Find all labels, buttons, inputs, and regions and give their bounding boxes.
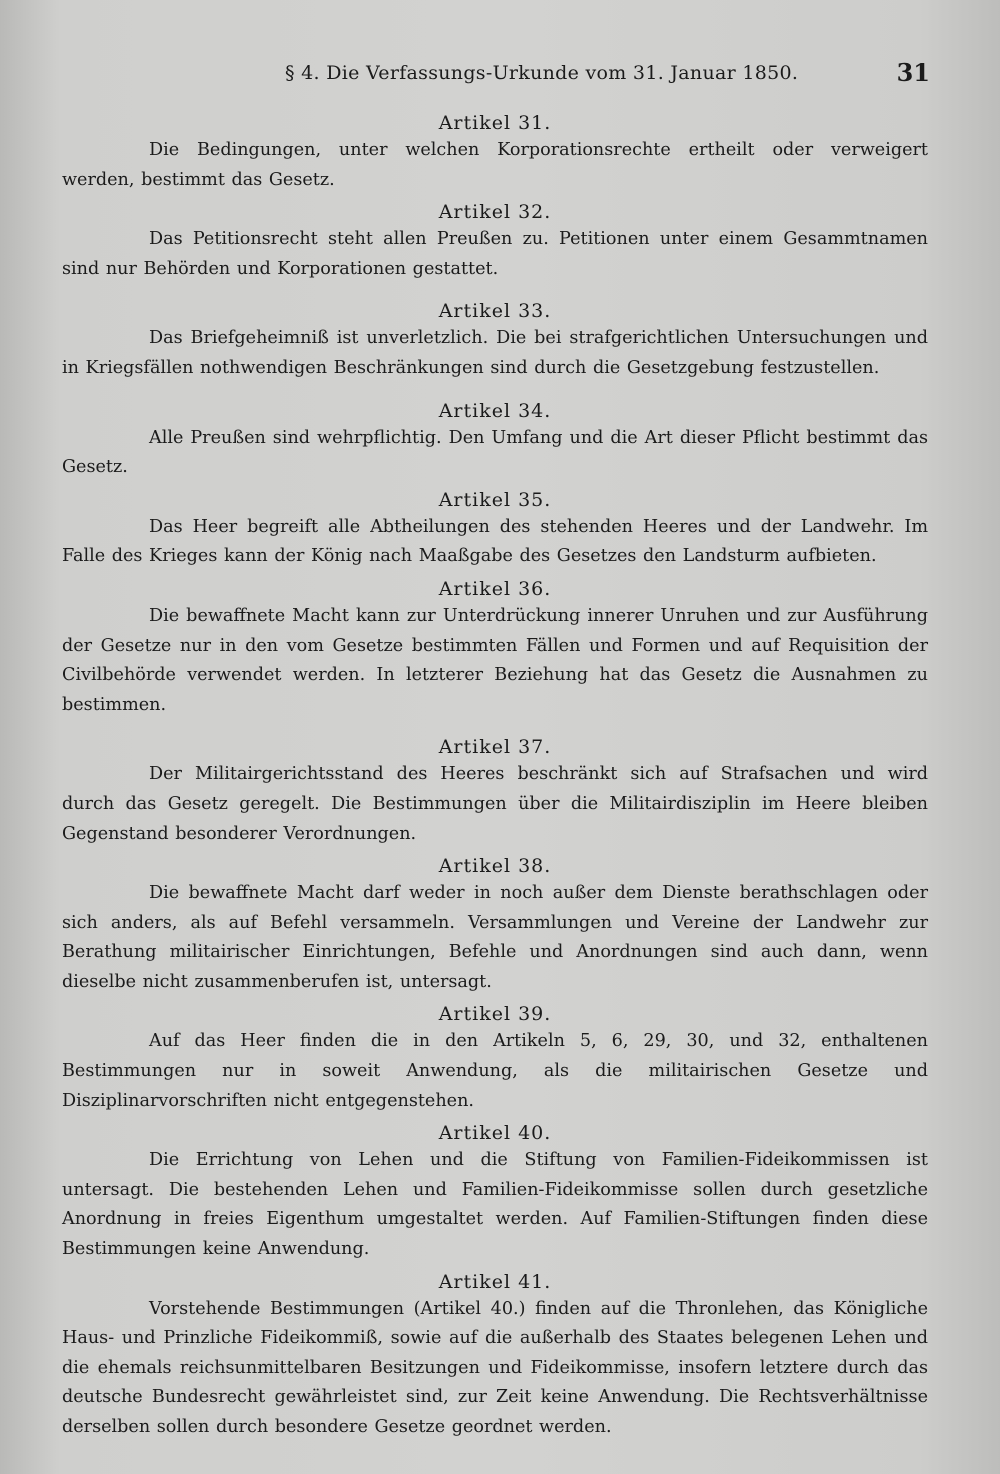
article-title: Artikel 34. [438, 399, 552, 422]
article-35 [62, 487, 928, 572]
article-38 [62, 853, 928, 997]
article-text: Das Petitionsrecht steht allen Preußen zu. Petitionen unter einem Gesammtnamen sind nur Behörden und Korporationen gestattet. [62, 229, 928, 279]
article-title: Artikel 35. [438, 488, 552, 511]
article-title: Artikel 33. [438, 300, 552, 323]
article-title: Artikel 36. [438, 577, 552, 600]
article-32 [62, 199, 928, 284]
article-text: Das Briefgeheimniß ist unverletzlich. Die bei strafgerichtlichen Untersuchungen und in Kriegsfällen nothwendigen Beschränkungen sind durch die Gesetzgebung festzustellen. [62, 328, 928, 378]
article-title: Artikel 40. [438, 1122, 552, 1145]
article-36 [62, 576, 928, 720]
article-text: Der Militairgerichtsstand des Heeres beschränkt sich auf Strafsachen und wird durch das Gesetz geregelt. Die Bestimmungen über die Militairdisziplin im Heere bleiben Gegenstand besonderer Verordnungen. [62, 764, 928, 844]
article-title: Artikel 37. [438, 736, 552, 759]
article-title: Artikel 39. [438, 1003, 552, 1026]
article-41 [62, 1269, 928, 1443]
article-text: Vorstehende Bestimmungen (Artikel 40.) finden auf die Thronlehen, das Königliche Haus- und Prinzliche Fideikommiß, sowie auf die außerhalb des Staates belegenen Lehen und die ehemals reichsunmittelbaren Besitzungen und Fideikommisse, insofern letztere durch das deutsche Bundesrecht gewährleistet sind, zur Zeit keine Anwendung. Die Rechtsverhältnisse derselben sollen durch besondere Gesetze geordnet werden. [62, 1298, 928, 1437]
header-title: § 4. Die Verfassungs-Urkunde vom 31. Januar 1850. [285, 62, 799, 84]
page-number: 31 [896, 58, 930, 87]
article-text: Alle Preußen sind wehrpflichtig. Den Umfang und die Art dieser Pflicht bestimmt das Gesetz. [62, 427, 928, 478]
article-33 [62, 298, 928, 383]
article-31 [62, 110, 928, 195]
article-34 [62, 398, 928, 483]
article-text: Das Heer begreift alle Abtheilungen des stehenden Heeres und der Landwehr. Im Falle des Krieges kann der König nach Maaßgabe des Gesetzes den Landsturm aufbieten. [62, 516, 928, 567]
article-text: Die bewaffnete Macht kann zur Unterdrückung innerer Unruhen und zur Ausführung der Gesetze nur in den vom Gesetze bestimmten Fällen und Formen und auf Requisition der Civilbehörde verwendet werden. In letzterer Beziehung hat das Gesetz die Ausnahmen zu bestimmen. [62, 605, 928, 715]
article-title: Artikel 32. [438, 201, 552, 224]
article-37 [62, 734, 928, 849]
article-text: Die bewaffnete Macht darf weder in noch außer dem Dienste berathschlagen oder sich anders, als auf Befehl versammeln. Versammlungen und Vereine der Landwehr zur Berathung militairischer Einrichtungen, Befehle und Anordnungen sind auch dann, wenn dieselbe nicht zusammenberufen ist, untersagt. [62, 883, 928, 992]
article-title: Artikel 41. [438, 1270, 552, 1293]
article-39 [62, 1001, 928, 1116]
running-header [60, 58, 940, 92]
article-title: Artikel 38. [438, 855, 552, 878]
article-text: Auf das Heer finden die in den Artikeln 5, 6, 29, 30, und 32, enthaltenen Bestimmungen nur in soweit Anwendung, als die militairischen Gesetze und Disziplinarvorschriften nicht entgegenstehen. [62, 1031, 928, 1111]
article-40 [62, 1120, 928, 1264]
article-title: Artikel 31. [438, 112, 552, 134]
article-text: Die Errichtung von Lehen und die Stiftung von Familien-Fideikommissen ist untersagt. Die bestehenden Lehen und Familien-Fideikommisse sollen durch gesetzliche Anordnung in freies Eigenthum umgestaltet werden. Auf Familien-Stiftungen finden diese Bestimmungen keine Anwendung. [62, 1150, 928, 1260]
article-list [62, 110, 928, 1443]
article-text: Die Bedingungen, unter welchen Korporationsrechte ertheilt oder verweigert werden, bestimmt das Gesetz. [62, 140, 928, 190]
